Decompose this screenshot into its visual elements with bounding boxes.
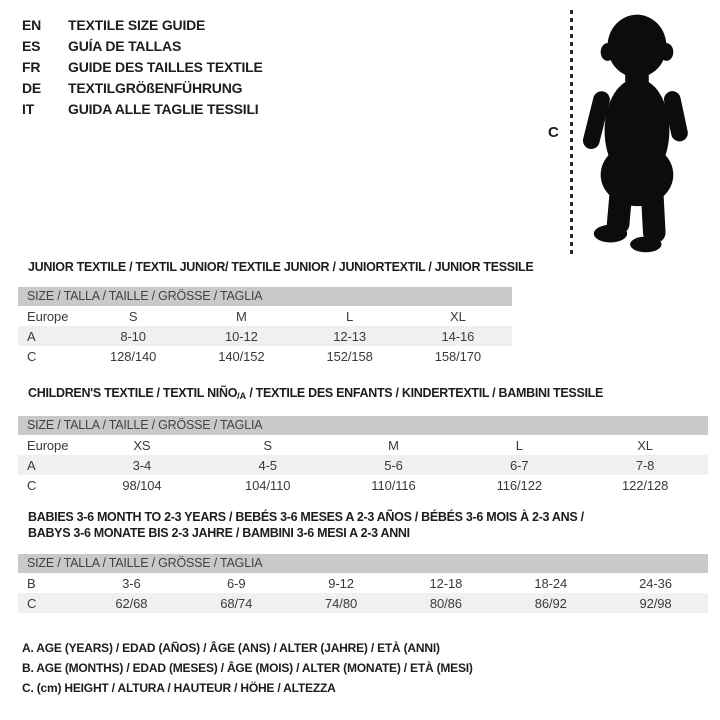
language-header <box>22 14 263 119</box>
lang-code: IT <box>22 100 35 117</box>
value-cell: 7-8 <box>635 457 655 473</box>
value-cell: 62/68 <box>115 595 148 611</box>
value-cell: 104/110 <box>245 477 291 493</box>
height-measure-dotted-line <box>570 10 573 256</box>
value-cell: 86/92 <box>534 595 567 611</box>
title-text: CHILDREN'S TEXTILE / TEXTIL NIÑO <box>28 386 238 400</box>
children-size-header-bar: SIZE / TALLA / TAILLE / GRÖSSE / TAGLIA <box>18 416 708 435</box>
size-cell: M <box>236 308 247 324</box>
footnotes <box>22 638 473 698</box>
lang-row-it <box>22 98 263 119</box>
lang-title: GUIDE DES TAILLES TEXTILE <box>68 58 263 75</box>
row-label: Europe <box>27 308 69 324</box>
size-cell: XL <box>637 437 653 453</box>
value-cell: 12-18 <box>429 575 463 591</box>
row-label: C <box>27 348 37 364</box>
table-row-europe <box>18 306 512 326</box>
child-height-figure <box>540 6 710 260</box>
lang-row-de <box>22 77 263 98</box>
junior-size-table <box>18 306 512 366</box>
lang-title: TEXTILGRÖßENFÜHRUNG <box>68 79 243 96</box>
size-cell: S <box>128 308 138 324</box>
value-cell: 110/116 <box>371 477 416 493</box>
lang-row-fr <box>22 56 263 77</box>
footnote-c: C. (cm) HEIGHT / ALTURA / HAUTEUR / HÖHE / ALTEZZA <box>22 681 336 695</box>
title-text: / TEXTILE DES ENFANTS / KINDERTEXTIL / BAMBINI TESSILE <box>246 386 604 400</box>
row-label: C <box>27 477 37 493</box>
value-cell: 122/128 <box>621 477 669 493</box>
size-cell: XS <box>133 437 151 453</box>
size-cell: L <box>515 437 523 453</box>
junior-size-header-bar: SIZE / TALLA / TAILLE / GRÖSSE / TAGLIA <box>18 287 512 306</box>
row-label: A <box>27 457 36 473</box>
value-cell: 14-16 <box>441 328 475 344</box>
babies-section <box>18 509 708 613</box>
value-cell: 68/74 <box>220 595 253 611</box>
babies-section-title-line1: BABIES 3-6 MONTH TO 2-3 YEARS / BEBÉS 3-6 MESES A 2-3 AÑOS / BÉBÉS 3-6 MOIS À 2-3 ANS / <box>28 510 584 524</box>
row-label: Europe <box>27 437 69 453</box>
children-section <box>18 385 708 495</box>
table-row-height <box>18 475 708 495</box>
value-cell: 12-13 <box>333 328 366 344</box>
value-cell: 140/152 <box>218 348 265 364</box>
value-cell: 24-36 <box>639 575 672 591</box>
table-row-europe <box>18 435 708 455</box>
table-row-age-months <box>18 573 708 593</box>
lang-title: GUIDA ALLE TAGLIE TESSILI <box>68 100 259 117</box>
value-cell: 116/122 <box>496 477 542 493</box>
height-measure-label: C <box>548 124 559 141</box>
value-cell: 152/158 <box>326 348 373 364</box>
value-cell: 8-10 <box>120 328 146 344</box>
value-cell: 158/170 <box>434 348 482 364</box>
table-row-height <box>18 346 512 366</box>
row-label: B <box>27 575 36 591</box>
value-cell: 3-6 <box>122 575 141 591</box>
size-cell: S <box>263 437 272 453</box>
table-row-age <box>18 326 512 346</box>
value-cell: 6-7 <box>510 457 529 473</box>
table-row-age <box>18 455 708 475</box>
title-subscript: /A <box>237 391 247 401</box>
lang-code: ES <box>22 37 41 54</box>
children-size-table <box>18 435 708 495</box>
value-cell: 5-6 <box>384 457 403 473</box>
value-cell: 9-12 <box>328 575 354 591</box>
babies-size-header-bar: SIZE / TALLA / TAILLE / GRÖSSE / TAGLIA <box>18 554 708 573</box>
babies-section-title-line2: BABYS 3-6 MONATE BIS 2-3 JAHRE / BAMBINI 3-6 MESI A 2-3 ANNI <box>28 526 410 540</box>
lang-row-es <box>22 35 263 56</box>
value-cell: 80/86 <box>429 595 462 611</box>
children-section-title <box>28 385 708 404</box>
value-cell: 4-5 <box>258 457 277 473</box>
value-cell: 3-4 <box>132 457 152 473</box>
child-silhouette <box>582 10 690 254</box>
value-cell: 98/104 <box>122 477 162 493</box>
lang-code: FR <box>22 58 41 75</box>
babies-size-table <box>18 573 708 613</box>
table-row-height <box>18 593 708 613</box>
lang-title: TEXTILE SIZE GUIDE <box>68 16 206 33</box>
junior-section <box>18 259 533 366</box>
footnote-a: A. AGE (YEARS) / EDAD (AÑOS) / ÂGE (ANS) / ALTER (JAHRE) / ETÀ (ANNI) <box>22 641 440 655</box>
footnote-b: B. AGE (MONTHS) / EDAD (MESES) / ÂGE (MOIS) / ALTER (MONATE) / ETÀ (MESI) <box>22 661 473 675</box>
value-cell: 92/98 <box>639 595 672 611</box>
row-label: A <box>27 328 36 344</box>
row-label: C <box>27 595 37 611</box>
lang-code: EN <box>22 16 42 33</box>
value-cell: 10-12 <box>225 328 258 344</box>
lang-row-en <box>22 14 263 35</box>
size-cell: L <box>346 308 354 324</box>
value-cell: 74/80 <box>325 595 358 611</box>
value-cell: 128/140 <box>109 348 157 364</box>
lang-code: DE <box>22 79 42 96</box>
value-cell: 6-9 <box>226 575 246 591</box>
size-cell: XL <box>450 308 466 324</box>
value-cell: 18-24 <box>534 575 568 591</box>
junior-section-title: JUNIOR TEXTILE / TEXTIL JUNIOR/ TEXTILE JUNIOR / JUNIORTEXTIL / JUNIOR TESSILE <box>28 260 534 274</box>
lang-title: GUÍA DE TALLAS <box>68 37 182 54</box>
size-cell: M <box>388 437 399 453</box>
